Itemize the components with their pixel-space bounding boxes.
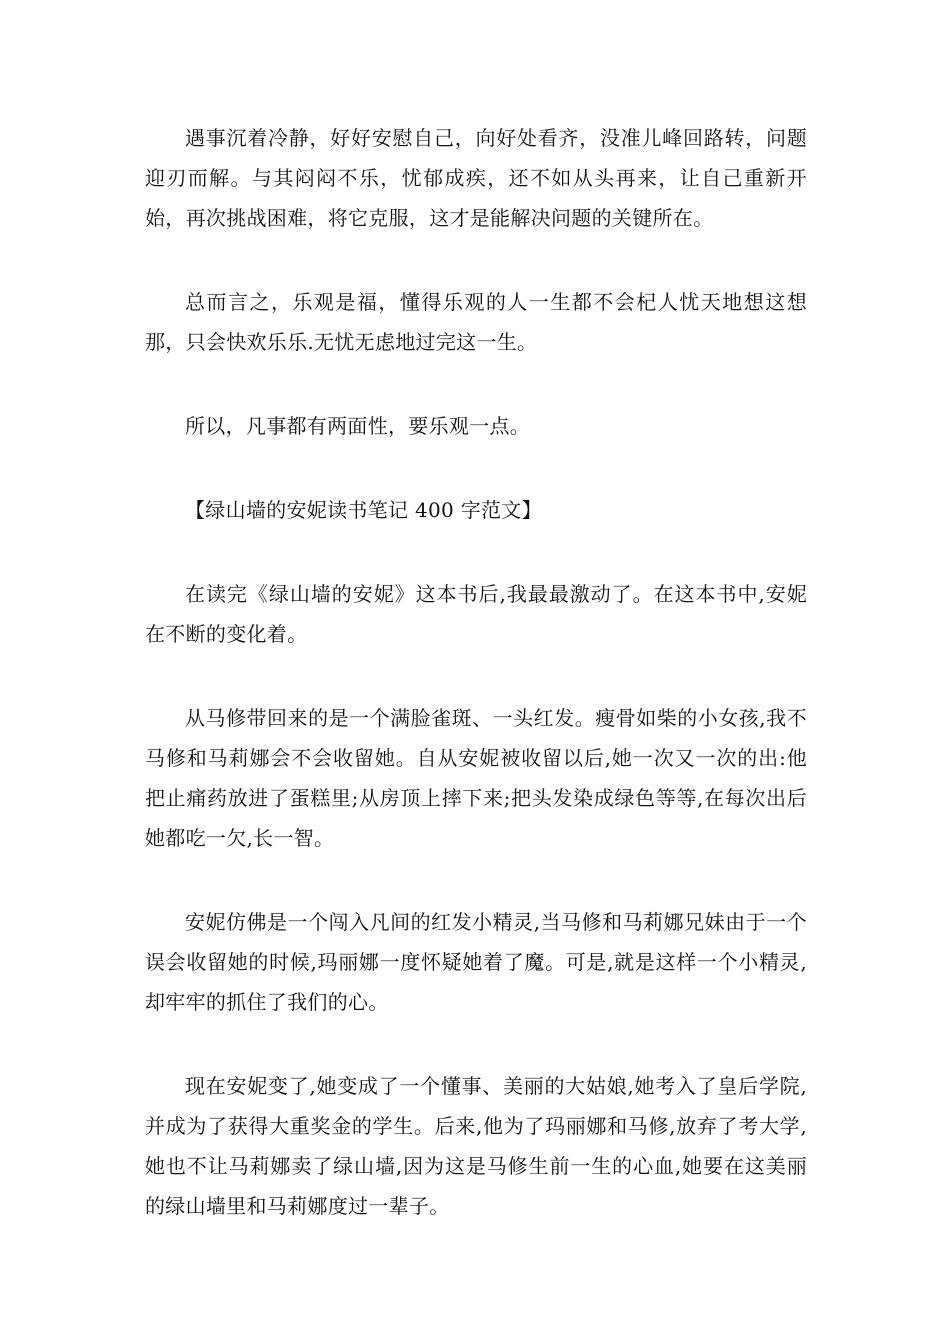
paragraph-2: 总而言之，乐观是福，懂得乐观的人一生都不会杞人忧天地想这想那，只会快欢乐乐.无忧无虑地过完这一生。 <box>145 290 807 354</box>
section-heading: 【绿山墙的安妮读书笔记 400 字范文】 <box>185 498 542 522</box>
paragraph-1: 遇事沉着冷静，好好安慰自己，向好处看齐，没准儿峰回路转，问题迎刃而解。与其闷闷不乐，忧郁成疾，还不如从头再来，让自己重新开始，再次挑战困难，将它克服，这才是能解决问题的关键所在。 <box>145 126 807 230</box>
paragraph-5: 从马修带回来的是一个满脸雀斑、一头红发。瘦骨如柴的小女孩,我不马修和马莉娜会不会收留她。自从安妮被收留以后,她一次又一次的出:他把止痛药放进了蛋糕里;从房顶上摔下来;把头发染成绿色等等,在每次出后她都吃一欠,长一智。 <box>145 706 807 850</box>
document-body <box>145 118 807 1270</box>
paragraph-6: 安妮仿佛是一个闯入凡间的红发小精灵,当马修和马莉娜兄妹由于一个误会收留她的时候,玛丽娜一度怀疑她着了魔。可是,就是这样一个小精灵,却牢牢的抓住了我们的心。 <box>145 910 807 1014</box>
paragraph-7: 现在安妮变了,她变成了一个懂事、美丽的大姑娘,她考入了皇后学院,并成为了获得大重奖金的学生。后来,他为了玛丽娜和马修,放弃了考大学,她也不让马莉娜卖了绿山墙,因为这是马修生前一生的心血,她要在这美丽的绿山墙里和马莉娜度过一辈子。 <box>145 1074 807 1218</box>
paragraph-3: 所以，凡事都有两面性，要乐观一点。 <box>185 414 531 438</box>
paragraph-4: 在读完《绿山墙的安妮》这本书后,我最最激动了。在这本书中,安妮在不断的变化着。 <box>145 582 807 646</box>
